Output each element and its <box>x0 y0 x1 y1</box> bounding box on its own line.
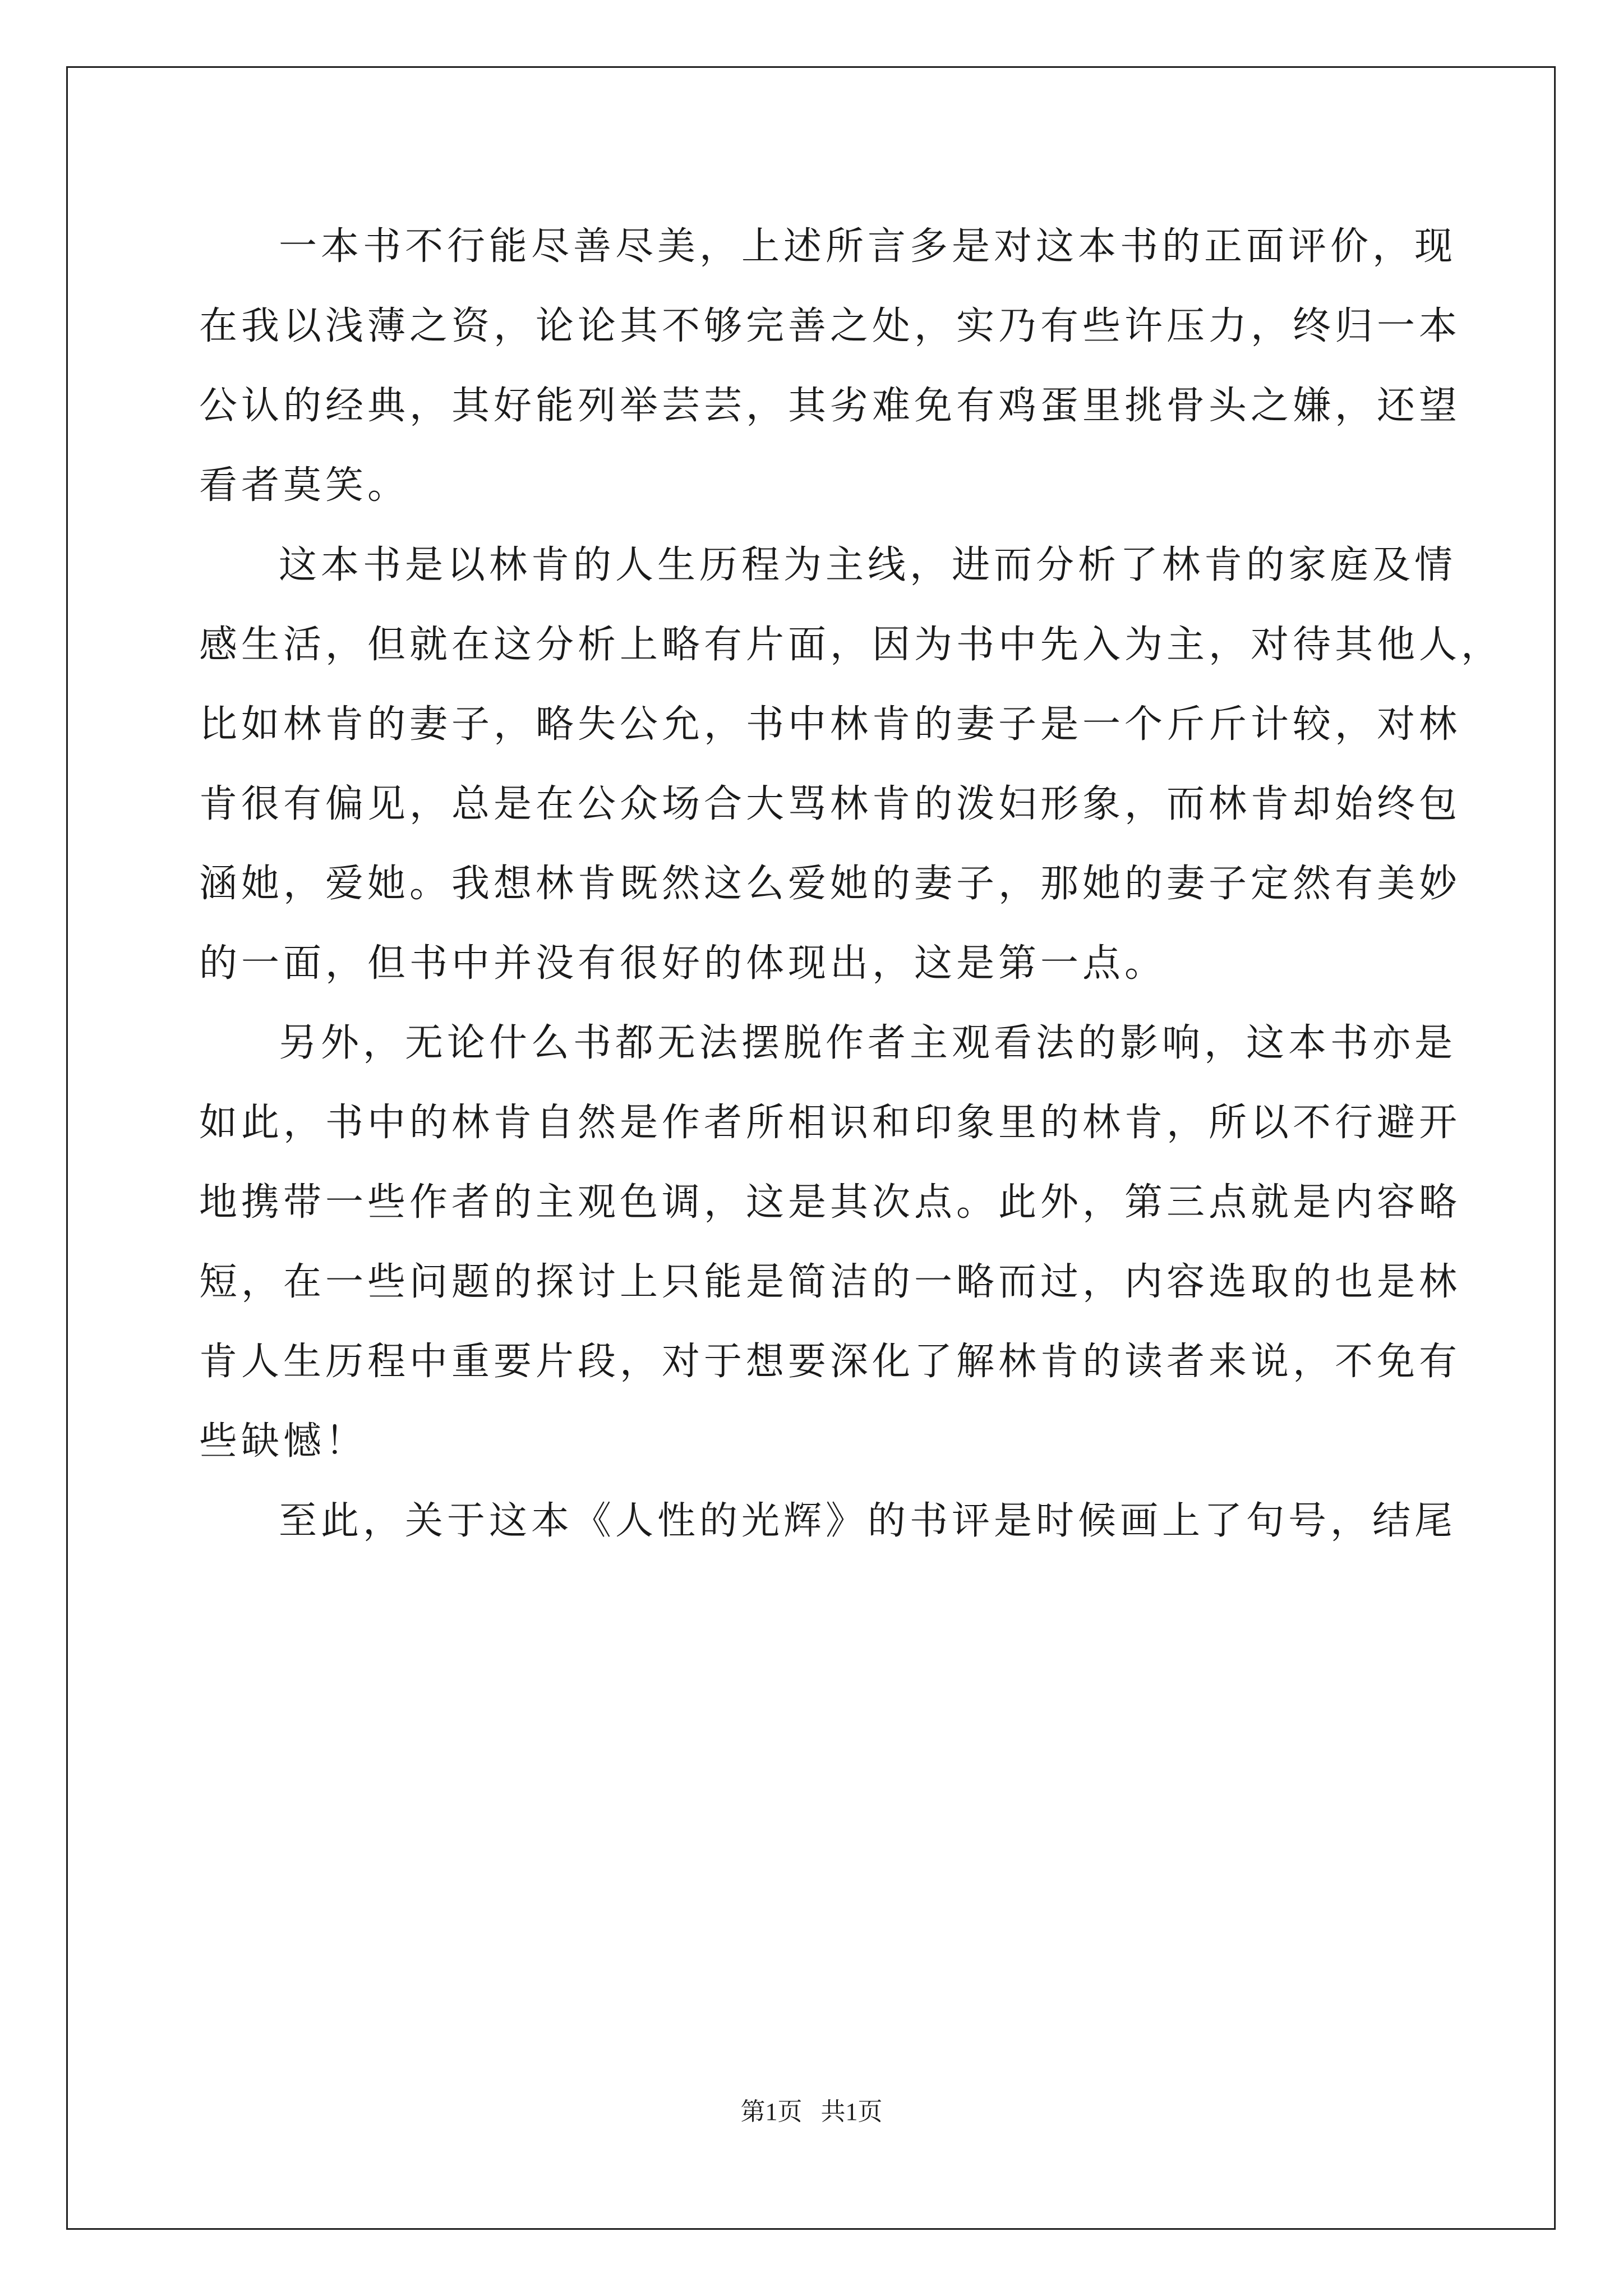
paragraph-3-line-3: 地携带一些作者的主观色调，这是其次点。此外，第三点就是内容略 <box>199 1180 1461 1225</box>
paragraph-2-line-2: 感生活，但就在这分析上略有片面，因为书中先入为主，对待其他人， <box>199 623 1504 667</box>
paragraph-3-line-5: 肯人生历程中重要片段，对于想要深化了解林肯的读者来说，不免有 <box>199 1340 1461 1384</box>
paragraph-3-line-2: 如此，书中的林肯自然是作者所相识和印象里的林肯，所以不行避开 <box>199 1101 1461 1145</box>
paragraph-2-line-6: 的一面，但书中并没有很好的体现出，这是第一点。 <box>199 941 1167 986</box>
paragraph-4-line-1: 至此，关于这本《人性的光辉》的书评是时候画上了句号，结尾 <box>279 1499 1457 1543</box>
paragraph-2-line-3: 比如林肯的妻子，略失公允，书中林肯的妻子是一个斤斤计较，对林 <box>199 702 1461 747</box>
paragraph-3-line-4: 短，在一些问题的探讨上只能是简洁的一略而过，内容选取的也是林 <box>199 1260 1461 1304</box>
page-footer: 第1页 共1页 <box>740 2098 883 2125</box>
paragraph-2-line-5: 涵她，爱她。我想林肯既然这么爱她的妻子，那她的妻子定然有美妙 <box>199 862 1461 906</box>
paragraph-1-line-1: 一本书不行能尽善尽美，上述所言多是对这本书的正面评价，现 <box>279 224 1457 269</box>
paragraph-2-line-4: 肯很有偏见，总是在公众场合大骂林肯的泼妇形象，而林肯却始终包 <box>199 782 1461 826</box>
paragraph-1-line-4: 看者莫笑。 <box>199 463 410 508</box>
paragraph-3-line-1: 另外，无论什么书都无法摆脱作者主观看法的影响，这本书亦是 <box>279 1021 1457 1065</box>
paragraph-2-line-1: 这本书是以林肯的人生历程为主线，进而分析了林肯的家庭及情 <box>279 543 1457 587</box>
paragraph-1-line-2: 在我以浅薄之资，论论其不够完善之处，实乃有些许压力，终归一本 <box>199 304 1461 348</box>
paragraph-3-line-6: 些缺憾！ <box>199 1419 368 1464</box>
paragraph-1-line-3: 公认的经典，其好能列举芸芸，其劣难免有鸡蛋里挑骨头之嫌，还望 <box>199 384 1461 428</box>
